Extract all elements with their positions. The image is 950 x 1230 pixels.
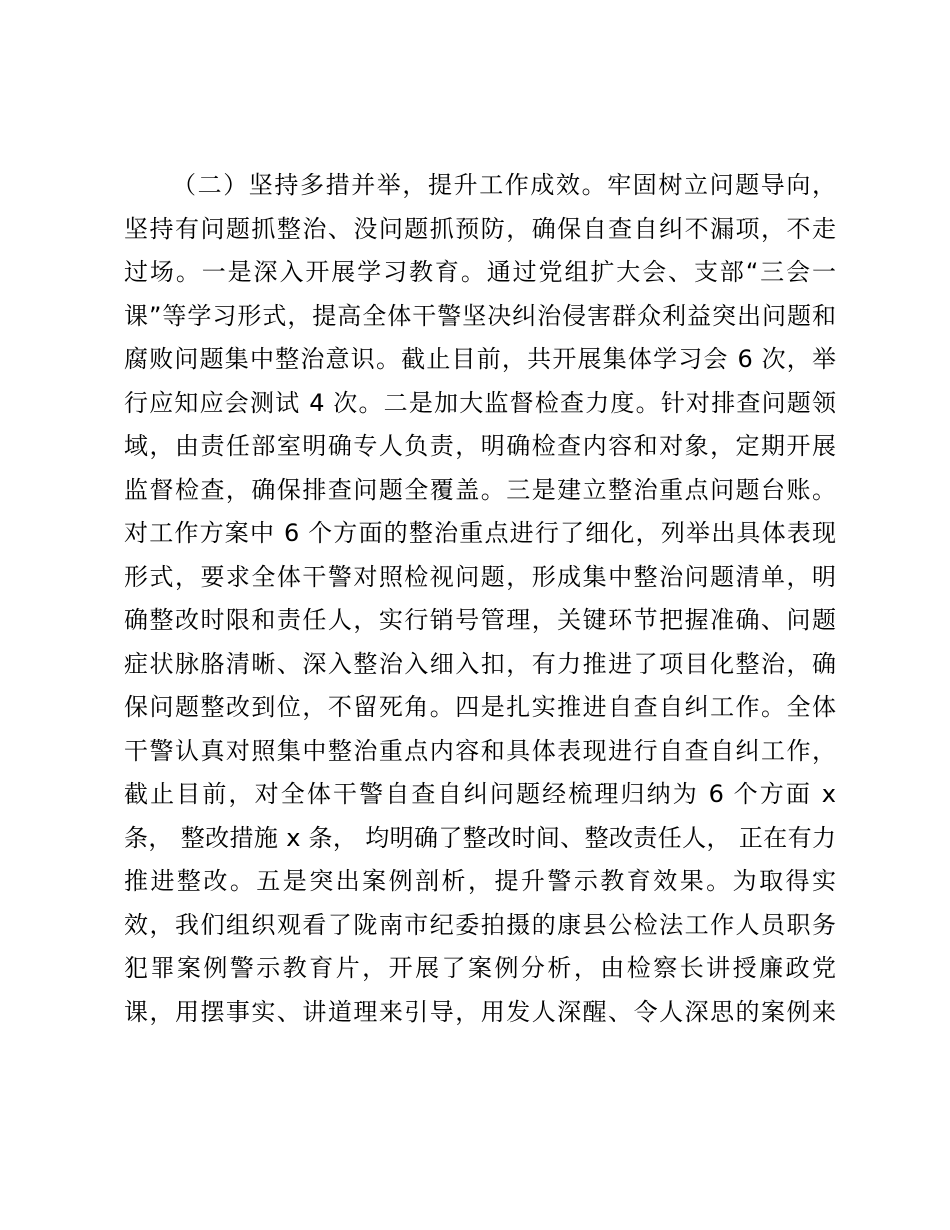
paragraph-line: 过场。一是深入开展学习教育。通过党组扩大会、支部“三会一 xyxy=(124,258,836,286)
paragraph-line: 腐败问题集中整治意识。截止目前，共开展集体学习会 6 次，举 xyxy=(124,345,836,373)
paragraph-line: 效，我们组织观看了陇南市纪委拍摄的康县公检法工作人员职务 xyxy=(124,910,836,939)
paragraph-line: 课”等学习形式，提高全体干警坚决纠治侵害群众利益突出问题和 xyxy=(124,301,836,330)
paragraph-line: 对工作方案中 6 个方面的整治重点进行了细化，列举出具体表现 xyxy=(124,519,836,547)
paragraph-line: 症状脉胳清晰、深入整治入细入扣，有力推进了项目化整治，确 xyxy=(124,649,836,678)
paragraph-line: 条， 整改措施 x 条， 均明确了整改时间、整改责任人， 正在有力 xyxy=(124,823,836,852)
paragraph-line: 课，用摆事实、讲道理来引导，用发人深醒、令人深思的案例来 xyxy=(124,997,836,1026)
paragraph-line: 形式，要求全体干警对照检视问题，形成集中整治问题清单，明 xyxy=(124,562,836,591)
paragraph-line: 干警认真对照集中整治重点内容和具体表现进行自查自纠工作， xyxy=(124,736,836,765)
paragraph-line: 犯罪案例警示教育片，开展了案例分析，由检察长讲授廉政党 xyxy=(124,954,836,982)
paragraph-line: 保问题整改到位，不留死角。四是扎实推进自查自纠工作。全体 xyxy=(124,693,836,721)
paragraph-line: 域，由责任部室明确专人负责，明确检查内容和对象，定期开展 xyxy=(124,432,836,460)
paragraph-line: 行应知应会测试 4 次。二是加大监督检查力度。针对排查问题领 xyxy=(124,388,836,417)
paragraph-line: 监督检查，确保排查问题全覆盖。三是建立整治重点问题台账。 xyxy=(124,475,836,504)
paragraph-line: 确整改时限和责任人，实行销号管理，关键环节把握准确、问题 xyxy=(124,606,836,634)
body-paragraph xyxy=(124,164,836,1034)
paragraph-line: （二）坚持多措并举，提升工作成效。牢固树立问题导向， xyxy=(172,171,836,199)
paragraph-line: 坚持有问题抓整治、没问题抓预防，确保自查自纠不漏项，不走 xyxy=(124,214,836,243)
paragraph-line: 推进整改。五是突出案例剖析，提升警示教育效果。为取得实 xyxy=(124,867,836,895)
paragraph-line: 截止目前，对全体干警自查自纠问题经梳理归纳为 6 个方面 x xyxy=(124,780,836,808)
